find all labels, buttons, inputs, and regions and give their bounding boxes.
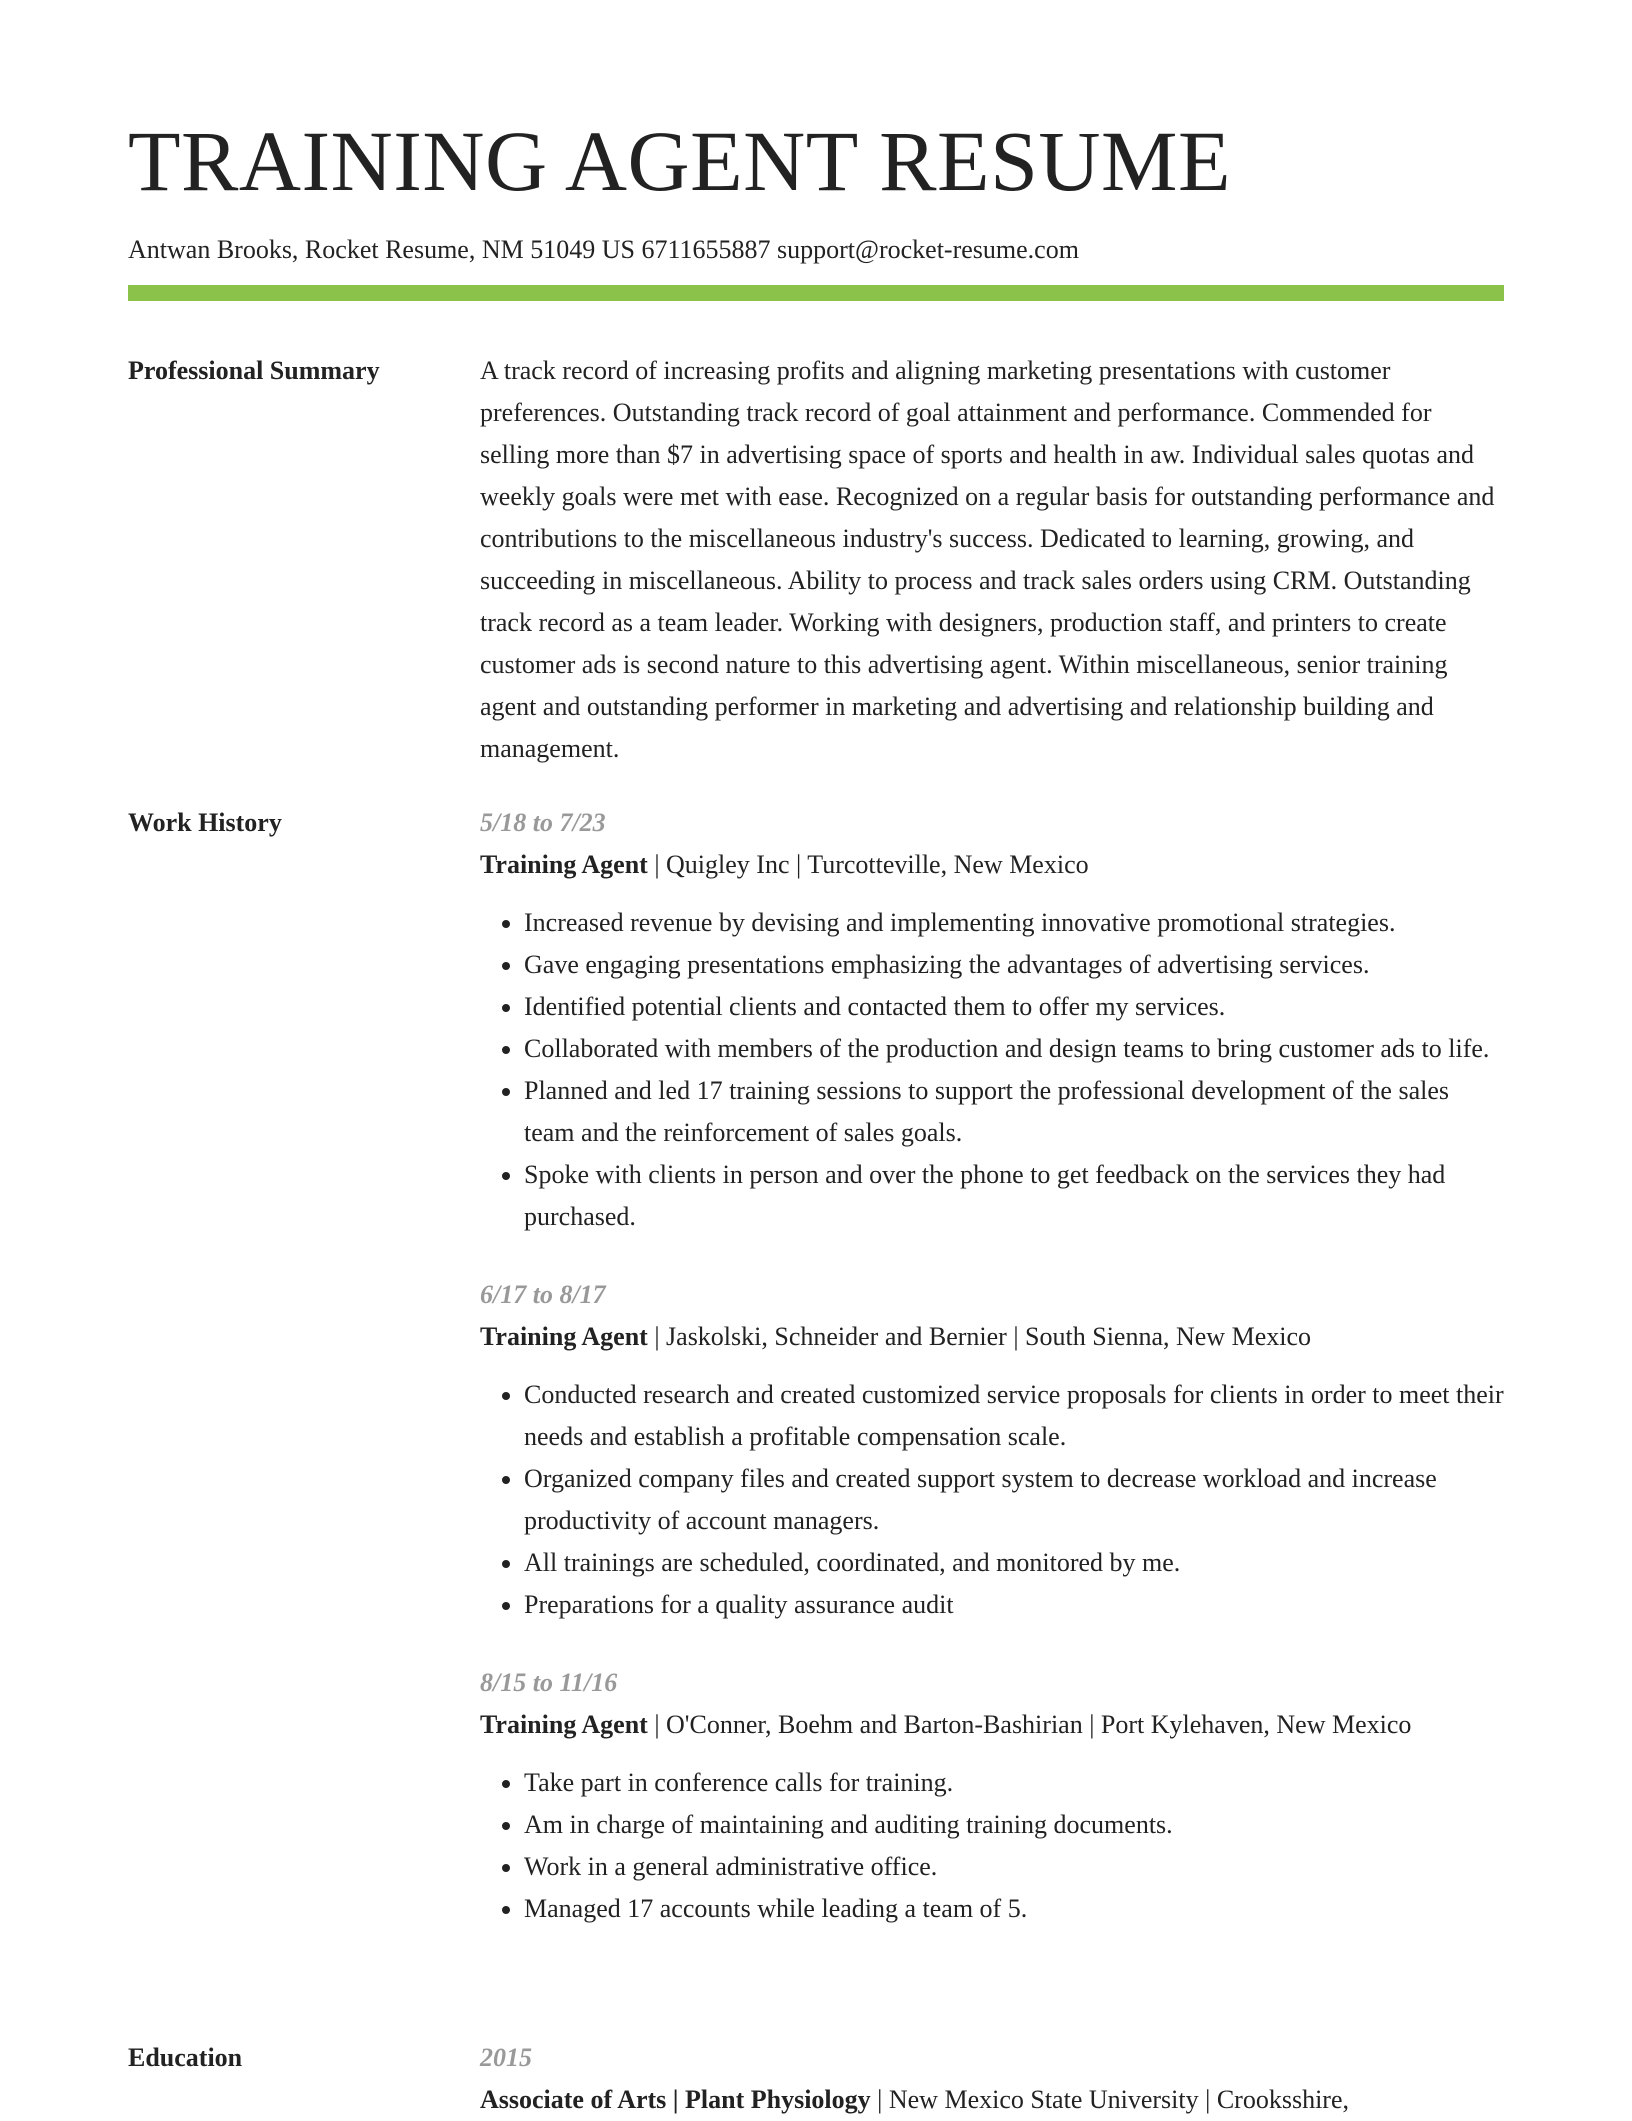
job-bullet: • Am in charge of maintaining and auditing training documents. bbox=[524, 1804, 1504, 1846]
contact-line: Antwan Brooks, Rocket Resume, NM 51049 US 6711655887 support@rocket-resume.com bbox=[128, 235, 1079, 264]
work-history-label: Work History bbox=[128, 808, 282, 837]
summary-label: Professional Summary bbox=[128, 356, 380, 385]
education-degree: Associate of Arts | Plant Physiology bbox=[480, 2085, 871, 2114]
job-bullet: • Planned and led 17 training sessions to support the professional development of the sales team and the reinforcement of sales goals. bbox=[524, 1070, 1504, 1154]
resume-title: TRAINING AGENT RESUME bbox=[128, 113, 1232, 209]
education-label: Education bbox=[128, 2043, 243, 2072]
job-bullet: • Spoke with clients in person and over the phone to get feedback on the services they had purchased. bbox=[524, 1154, 1504, 1238]
education-details: | New Mexico State University | Crooksshire, bbox=[870, 2085, 1349, 2114]
job-bullet: • Collaborated with members of the production and design teams to bring customer ads to life. bbox=[524, 1028, 1504, 1070]
job-title-line bbox=[480, 1316, 1504, 1358]
job-entry bbox=[480, 1274, 1504, 1626]
summary-text: A track record of increasing profits and aligning marketing presentations with customer preferences. Outstanding track record of goal attainment and performance. Commended for selling more than $7 in advertising space of sports and health in aw. Individual sales quotas and weekly goals were met with ease. Recognized on a regular basis for outstanding performance and contributions to the miscellaneous industry's success. Dedicated to learning, growing, and succeeding in miscellaneous. Ability to process and track sales orders using CRM. Outstanding track record as a team leader. Working with designers, production staff, and printers to create customer ads is second nature to this advertising agent. Within miscellaneous, senior training agent and outstanding performer in marketing and advertising and relationship building and management. bbox=[480, 356, 1495, 763]
job-bullet: • Conducted research and created customized service proposals for clients in order to meet their needs and establish a profitable compensation scale. bbox=[524, 1374, 1504, 1458]
job-bullet: • Take part in conference calls for training. bbox=[524, 1762, 1504, 1804]
job-details: | O'Conner, Boehm and Barton-Bashirian | Port Kylehaven, New Mexico bbox=[647, 1710, 1412, 1739]
job-bullet: • Organized company files and created support system to decrease workload and increase productivity of account managers. bbox=[524, 1458, 1504, 1542]
education-body bbox=[480, 2037, 1504, 2121]
work-history-body bbox=[480, 802, 1504, 1966]
job-title-line bbox=[480, 1704, 1504, 1746]
job-entry bbox=[480, 1662, 1504, 1930]
job-bullet: • Work in a general administrative office. bbox=[524, 1846, 1504, 1888]
job-bullet: • All trainings are scheduled, coordinated, and monitored by me. bbox=[524, 1542, 1504, 1584]
job-bullet: • Increased revenue by devising and implementing innovative promotional strategies. bbox=[524, 902, 1504, 944]
job-dates: 8/15 to 11/16 bbox=[480, 1668, 618, 1697]
job-title-line bbox=[480, 844, 1504, 886]
job-role: Training Agent bbox=[480, 850, 648, 879]
job-bullets bbox=[480, 1374, 1504, 1626]
job-details: | Quigley Inc | Turcotteville, New Mexico bbox=[647, 850, 1089, 879]
job-details: | Jaskolski, Schneider and Bernier | South Sienna, New Mexico bbox=[647, 1322, 1312, 1351]
job-bullet: • Gave engaging presentations emphasizing the advantages of advertising services. bbox=[524, 944, 1504, 986]
job-role: Training Agent bbox=[480, 1322, 648, 1351]
job-role: Training Agent bbox=[480, 1710, 648, 1739]
education-degree-line bbox=[480, 2079, 1504, 2121]
header-divider bbox=[128, 285, 1504, 301]
job-bullet: • Preparations for a quality assurance audit bbox=[524, 1584, 1504, 1626]
job-entry bbox=[480, 802, 1504, 1238]
job-dates: 5/18 to 7/23 bbox=[480, 808, 606, 837]
education-year: 2015 bbox=[480, 2043, 532, 2072]
job-dates: 6/17 to 8/17 bbox=[480, 1280, 606, 1309]
job-bullet: • Managed 17 accounts while leading a team of 5. bbox=[524, 1888, 1504, 1930]
summary-body bbox=[480, 350, 1504, 770]
job-bullets bbox=[480, 1762, 1504, 1930]
job-bullets bbox=[480, 902, 1504, 1238]
job-bullet: • Identified potential clients and contacted them to offer my services. bbox=[524, 986, 1504, 1028]
